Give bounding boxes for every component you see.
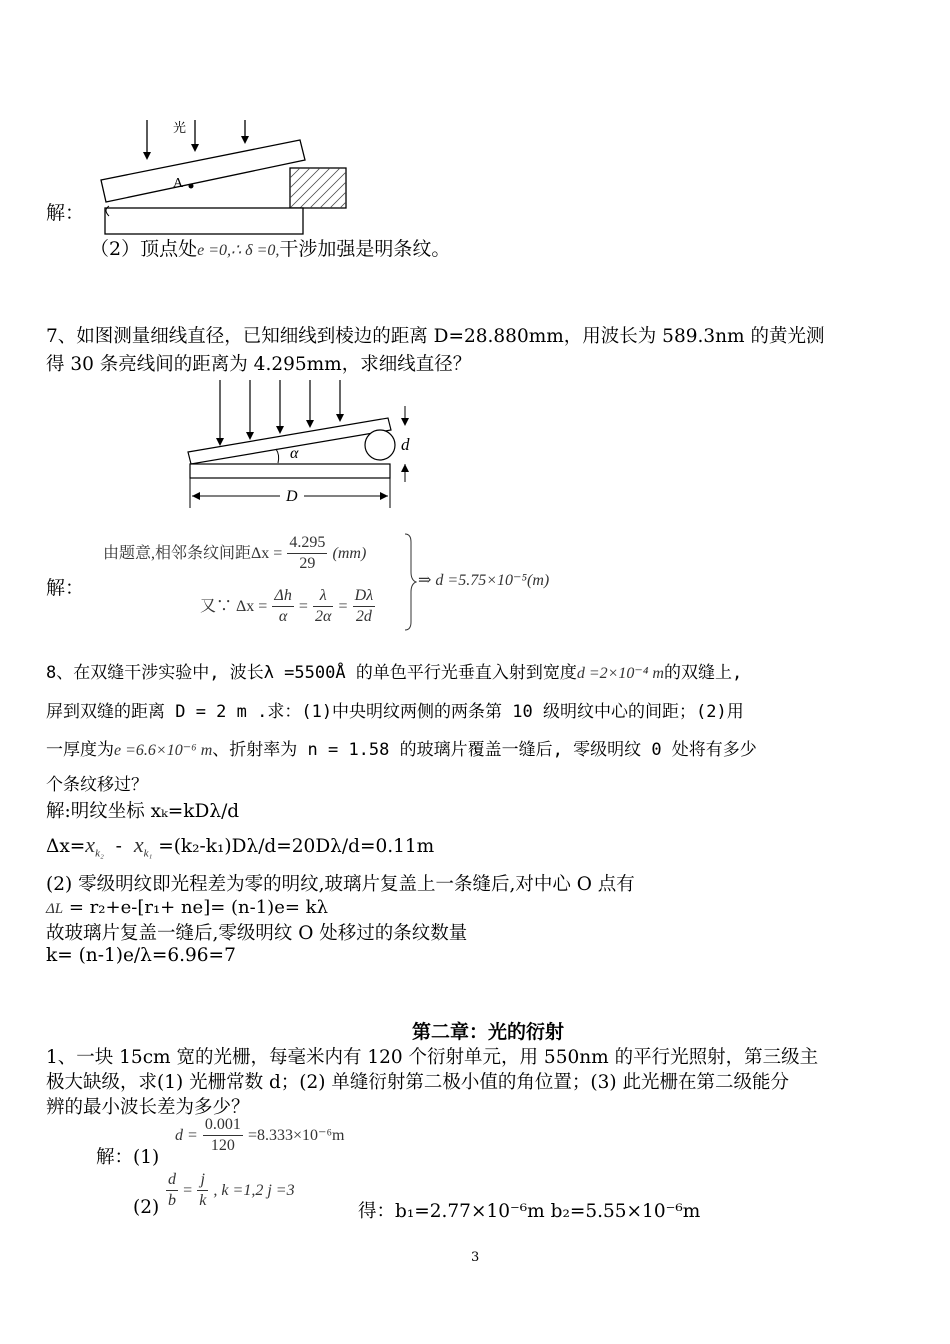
- q8-sol2-x1: x: [85, 832, 96, 857]
- wedge-figure-2: [180, 378, 420, 513]
- ch2-sol2-result: 得：b₁=2.77×10⁻⁶m b₂=5.55×10⁻⁶m: [358, 1201, 701, 1222]
- q7-eq1-frac: [287, 533, 327, 574]
- ch2-sol2-frac1: [166, 1170, 178, 1211]
- q7-brace: [403, 532, 417, 632]
- q8-line1-b: 的双缝上,: [663, 663, 743, 683]
- q7-eq1: [103, 533, 366, 574]
- q8-text-line-3: [46, 735, 757, 760]
- ch2-sol1-lhs: d =: [175, 1127, 198, 1144]
- ch2-sol2-frac2: [197, 1170, 208, 1211]
- page-number: 3: [471, 1250, 480, 1265]
- q8-sol2-a: Δx=: [46, 836, 86, 857]
- q8-sol2-minus: -: [115, 836, 122, 857]
- ch2-solution-label: 解：(1): [96, 1147, 160, 1168]
- ch2-sol2-cond: , k =1,2 j =3: [213, 1182, 295, 1199]
- q7-text-line-2: 得 30 条亮线间的距离为 4.295mm，求细线直径？: [46, 354, 472, 375]
- ch2-q1-line-2: 极大缺级，求(1) 光栅常数 d；(2) 单缝衍射第二极小值的角位置；(3) 此光栅在第二级能分: [46, 1072, 789, 1093]
- q8-sol2-sub2: k₁: [143, 847, 153, 860]
- q7-eq2-prefix: 又∵ Δx =: [200, 598, 268, 615]
- q8-solution-1: 解:明纹坐标 xₖ=kDλ/d: [46, 801, 240, 822]
- q7-eq2-num3: Dλ: [353, 586, 375, 607]
- q8-line1-math: d =2×10⁻⁴ m: [576, 665, 664, 682]
- q8-text-line-4: 个条纹移过？: [46, 775, 148, 795]
- q7-eq2: 又∵ Δx = $\frac{\Delta h}{\alpha}$ = $\frac{\lambda}{2\alpha}$ = $\frac{D\lambda}{2d}$: [200, 587, 374, 625]
- q7-eq1-num: 4.295: [287, 533, 327, 554]
- q7-eq2-den1: α: [278, 608, 288, 625]
- q7-eq2-den3: 2d: [355, 608, 372, 625]
- wedge-figure-1: [95, 112, 355, 237]
- ch2-sol2-den2: k: [199, 1192, 207, 1209]
- ch2-q1-line-3: 辨的最小波长差为多少？: [46, 1097, 250, 1118]
- ch2-q1-line-1: 1、一块 15cm 宽的光栅，每毫米内有 120 个衍射单元，用 550nm 的平行光照射，第三级主: [46, 1047, 819, 1068]
- q7-eq1-den: 29: [299, 555, 316, 572]
- ch2-sol2-eq: $\frac{d}{b}$ = $\frac{j}{k}$ , k =1,2 j =3: [168, 1171, 295, 1209]
- q8-text-line-2: 屏到双缝的距离 D = 2 m .求：(1)中央明纹两侧的两条第 10 级明纹中心的间距；(2)用: [46, 702, 744, 722]
- ch2-sol1-frac: [203, 1115, 243, 1156]
- q8-line3-b: 、折射率为 n = 1.58 的玻璃片覆盖一缝后, 零级明纹 0 处将有多少: [212, 740, 757, 760]
- ch2-sol1-den: 120: [210, 1137, 235, 1154]
- q8-sol4-text: = r₂+e-[r₁+ ne]= (n-1)e= kλ: [63, 897, 328, 918]
- q8-sol2-sub1: k₂: [95, 847, 104, 860]
- q6-part2-math: e =0,∴ δ =0,: [197, 242, 280, 259]
- q8-solution-6: k= (n-1)e/λ=6.96=7: [46, 945, 236, 966]
- q8-solution-2: [46, 832, 434, 860]
- alpha-label: α: [290, 445, 299, 462]
- q7-eq2-frac2: [313, 586, 333, 627]
- q7-eq2-num1: Δh: [272, 586, 293, 607]
- D-label: D: [286, 488, 298, 505]
- point-a-label: A: [173, 176, 184, 191]
- q8-line3-math: e =6.6×10⁻⁶ m: [114, 742, 213, 759]
- ch2-sol1-num: 0.001: [203, 1115, 243, 1136]
- d-label: d: [401, 435, 410, 454]
- q7-eq2-num2: λ: [313, 586, 333, 607]
- q8-solution-4: [46, 897, 328, 918]
- light-label: 光: [173, 120, 187, 135]
- ch2-sol1-rhs: =8.333×10⁻⁶m: [247, 1127, 345, 1144]
- ch2-sol1-eq: [175, 1115, 345, 1156]
- q8-solution-3: (2) 零级明纹即光程差为零的明纹,玻璃片复盖上一条缝后,对中心 O 点有: [46, 874, 635, 895]
- q6-part2-suffix: 干涉加强是明条纹。: [279, 238, 451, 260]
- q8-sol2-b: =(k₂-k₁)Dλ/d=20Dλ/d=0.11m: [158, 836, 435, 857]
- chapter-2-title: 第二章：光的衍射: [412, 1021, 565, 1043]
- q7-eq2-frac1: [272, 586, 293, 627]
- q7-eq2-frac3: [353, 586, 375, 627]
- ch2-sol2-num1: d: [166, 1170, 178, 1191]
- q8-sol4-math: ΔL: [46, 901, 64, 917]
- q8-solution-5: 故玻璃片复盖一缝后,零级明纹 O 处移过的条纹数量: [46, 923, 468, 944]
- q6-part2-prefix: （2）顶点处: [90, 238, 198, 260]
- q7-solution-label: 解：: [46, 577, 85, 599]
- ch2-sol2-label: (2): [133, 1197, 160, 1218]
- q7-text-line-1: 7、如图测量细线直径，已知细线到棱边的距离 D=28.880mm，用波长为 589.3nm 的黄光测: [46, 326, 825, 347]
- q7-eq2-den2: 2α: [315, 608, 332, 625]
- q8-line1-a: 8、在双缝干涉实验中, 波长λ =5500Å 的单色平行光垂直入射到宽度: [46, 663, 577, 683]
- ch2-sol2-den1: b: [168, 1192, 176, 1209]
- q8-sol2-x2: x: [133, 832, 144, 857]
- q6-part2-line: [90, 234, 450, 261]
- q7-eq1-prefix: 由题意,相邻条纹间距Δx =: [103, 545, 283, 562]
- q6-solution-label: 解：: [46, 202, 85, 224]
- q8-line3-a: 一厚度为: [46, 740, 114, 760]
- q7-result: ⇒ d =5.75×10⁻⁵(m): [418, 572, 550, 589]
- q8-text-line-1: [46, 658, 742, 683]
- q7-eq1-unit: (mm): [332, 545, 367, 562]
- ch2-sol2-num2: j: [197, 1170, 208, 1191]
